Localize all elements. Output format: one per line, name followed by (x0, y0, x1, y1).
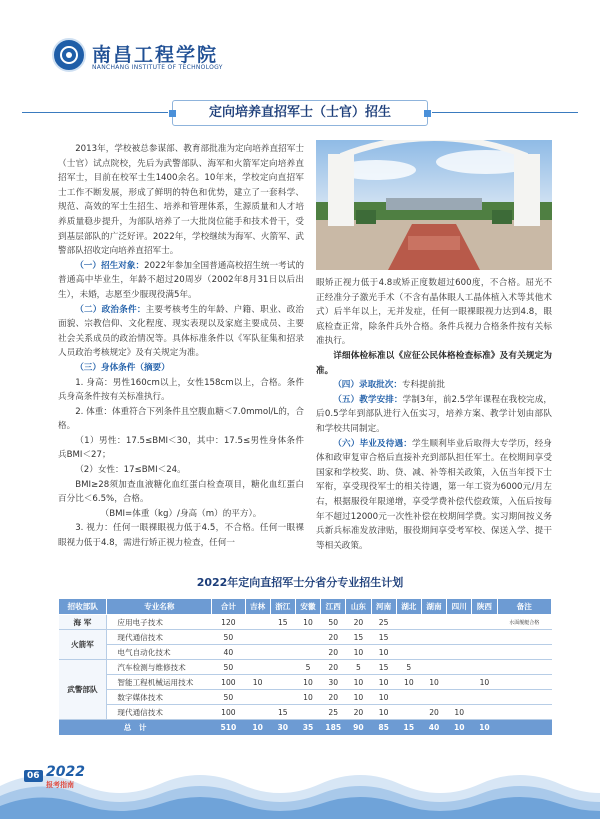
table-cell: 20 (321, 630, 346, 645)
table-cell (270, 675, 295, 690)
table-row (59, 615, 552, 630)
table-cell (270, 645, 295, 660)
table-cell: 10 (295, 615, 320, 630)
hba1c-requirement: BMI≥28须加查血液糖化血红蛋白检查项目，糖化血红蛋白百分比＜6.5%，合格。 (58, 479, 304, 505)
table-cell: 10 (371, 645, 396, 660)
table-cell: 20 (321, 690, 346, 705)
table-cell: 25 (371, 615, 396, 630)
table-cell (497, 690, 551, 705)
table-row (59, 645, 552, 660)
enrollment-plan-table (58, 598, 552, 735)
footer-year: 2022 (46, 764, 85, 780)
column-header: 浙江 (270, 599, 295, 615)
total-cell: 10 (472, 720, 497, 735)
table-cell (421, 615, 446, 630)
table-cell (497, 705, 551, 720)
total-cell: 85 (371, 720, 396, 735)
column-header: 备注 (497, 599, 551, 615)
table-cell: 10 (396, 675, 421, 690)
table-cell (245, 615, 270, 630)
major-cell: 电气自动化技术 (107, 645, 212, 660)
table-cell: 50 (321, 615, 346, 630)
table-cell: 10 (346, 675, 371, 690)
table-cell (396, 630, 421, 645)
table-cell (245, 660, 270, 675)
table-row (59, 660, 552, 675)
table-row (59, 675, 552, 690)
column-header: 专业名称 (107, 599, 212, 615)
total-cell: 510 (212, 720, 245, 735)
major-cell: 现代通信技术 (107, 630, 212, 645)
table-cell (270, 630, 295, 645)
table-cell (447, 660, 472, 675)
major-cell: 智能工程机械运用技术 (107, 675, 212, 690)
table-cell: 40 (212, 645, 245, 660)
table-cell: 10 (447, 705, 472, 720)
table-cell: 50 (212, 630, 245, 645)
table-cell: 50 (212, 690, 245, 705)
table-cell: 10 (295, 675, 320, 690)
table-cell: 10 (346, 690, 371, 705)
table-cell (270, 690, 295, 705)
column-header: 吉林 (245, 599, 270, 615)
table-cell (245, 705, 270, 720)
table-cell (472, 660, 497, 675)
section-title: 定向培养直招军士（士官）招生 (208, 105, 391, 120)
table-cell: 20 (346, 615, 371, 630)
column-header: 合计 (212, 599, 245, 615)
square-ornament-icon (424, 110, 431, 117)
table-cell: 20 (321, 660, 346, 675)
school-name-en: NANCHANG INSTITUTE OF TECHNOLOGY (92, 64, 223, 71)
total-cell (497, 720, 551, 735)
table-cell: 10 (472, 675, 497, 690)
table-cell (497, 675, 551, 690)
section-title-banner (22, 100, 578, 126)
column-header: 江西 (321, 599, 346, 615)
standard-note: 详细体检标准以《应征公民体格检查标准》及有关规定为准。 (316, 350, 552, 376)
table-cell (396, 690, 421, 705)
column-header: 招收部队 (59, 599, 107, 615)
table-cell: 10 (245, 675, 270, 690)
table-cell (472, 630, 497, 645)
political-condition: （二）政治条件：主要考核考生的年龄、户籍、职业、政治面貌、宗教信仰、文化程度、现实表现以及家庭主要成员、主要社会关系成员的政治情况等。具体标准条件以《军队征集和招录人员政治考核规定》及有关规定为准。 (58, 304, 304, 359)
column-header: 山东 (346, 599, 371, 615)
footer-guide: 报考指南 (46, 781, 74, 789)
table-cell (295, 645, 320, 660)
table-row (59, 705, 552, 720)
male-bmi: （1）男性：17.5≤BMI＜30，其中：17.5≤男性身体条件兵BMI＜27； (58, 435, 304, 461)
total-row (59, 720, 552, 735)
left-column (58, 142, 304, 551)
major-cell: 应用电子技术 (107, 615, 212, 630)
table-cell (421, 690, 446, 705)
table-cell: 10 (346, 645, 371, 660)
total-cell: 30 (270, 720, 295, 735)
table-cell (497, 630, 551, 645)
square-ornament-icon (169, 110, 176, 117)
table-cell (270, 660, 295, 675)
table-cell: 100 (212, 675, 245, 690)
table-cell (421, 630, 446, 645)
table-cell (447, 675, 472, 690)
column-header: 河南 (371, 599, 396, 615)
column-header: 湖北 (396, 599, 421, 615)
table-cell (396, 645, 421, 660)
table-cell (295, 705, 320, 720)
unit-cell: 海 军 (59, 615, 107, 630)
weight-requirement: 2. 体重：体重符合下列条件且空腹血糖＜7.0mmol/L的，合格。 (58, 406, 304, 432)
vision-requirement: 3. 视力：任何一眼裸眼视力低于4.5，不合格。任何一眼裸眼视力低于4.8，需进行矫正视力检查，任何一 (58, 523, 304, 549)
physical-condition-heading: （三）身体条件（摘要） (75, 362, 170, 373)
table-cell (472, 615, 497, 630)
table-cell: 15 (346, 630, 371, 645)
table-cell: 20 (321, 645, 346, 660)
table-cell (447, 615, 472, 630)
campus-gate-illustration (316, 140, 552, 270)
table-cell (295, 630, 320, 645)
table-cell: 15 (371, 660, 396, 675)
table-cell (245, 690, 270, 705)
table-row (59, 630, 552, 645)
total-cell: 10 (245, 720, 270, 735)
teaching-arrangement: （五）教学安排：学制3年，前2.5学年课程在我校完成，后0.5学年到部队进行入伍实习，培养方案、教学计划由部队和学校共同制定。 (316, 394, 552, 434)
wave-decoration (0, 756, 600, 819)
table-cell (245, 630, 270, 645)
campus-gate-photo (316, 140, 552, 270)
total-cell: 90 (346, 720, 371, 735)
table-cell (447, 630, 472, 645)
table-header-row (59, 599, 552, 615)
total-cell: 15 (396, 720, 421, 735)
table-cell: 30 (321, 675, 346, 690)
total-cell: 总 计 (59, 720, 212, 735)
table-cell (472, 690, 497, 705)
table-row (59, 690, 552, 705)
table-cell: 15 (270, 705, 295, 720)
table-cell: 15 (371, 630, 396, 645)
unit-cell: 武警部队 (59, 660, 107, 720)
table-cell (472, 645, 497, 660)
table-cell (497, 660, 551, 675)
table-cell (421, 660, 446, 675)
graduation-benefits: （六）毕业及待遇：学生顺利毕业后取得大专学历，经身体和政审复审合格后直接补充到部队担任军士。在校期间享受国家和学校奖、助、贷、减、补等相关政策，入伍当年授下士军衔，享受现役军士的相关待遇，第一年工资为6000元/月左右，根据服役年限递增，享受学费补偿代偿政策，入伍后按每年不超过12000元一次性补偿在校期间学费。实习期间按义务兵新兵标准发放津贴，服役期间享受考军校、保送入学、提干等相关政策。 (316, 438, 552, 551)
table-cell: 10 (295, 690, 320, 705)
school-logo-icon (52, 38, 86, 72)
table-cell (447, 690, 472, 705)
right-column (316, 276, 552, 553)
table-cell (497, 645, 551, 660)
admission-batch: （四）录取批次：专科提前批 (333, 380, 445, 391)
table-cell (472, 705, 497, 720)
total-cell: 10 (447, 720, 472, 735)
vision-requirement-continued: 眼矫正视力低于4.8或矫正度数超过600度，不合格。屈光不正经准分子激光手术（不含有晶体眼人工晶体植入术等其他术式）后半年以上，无并发症，任何一眼裸眼视力达到4.8，眼底检查正常，除条件兵外合格。条件兵视力合格条件按有关标准执行。 (316, 278, 552, 347)
table-cell: 水面舰艇合格 (497, 615, 551, 630)
table-cell: 10 (421, 675, 446, 690)
page-number: 06 (24, 770, 43, 782)
column-header: 湖南 (421, 599, 446, 615)
table-cell (396, 705, 421, 720)
total-cell: 185 (321, 720, 346, 735)
height-requirement: 1. 身高：男性160cm以上，女性158cm以上，合格。条件兵身高条件按有关标准执行。 (58, 377, 304, 403)
column-header: 陕西 (472, 599, 497, 615)
major-cell: 现代通信技术 (107, 705, 212, 720)
major-cell: 数字媒体技术 (107, 690, 212, 705)
plan-table-title: 2022年定向直招军士分省分专业招生计划 (196, 576, 404, 589)
table-cell (396, 615, 421, 630)
column-header: 四川 (447, 599, 472, 615)
recruit-target: （一）招生对象：2022年参加全国普通高校招生统一考试的普通高中毕业生，年龄不超过20周岁（2002年8月31日以后出生），未婚，志愿至少服现役满5年。 (58, 260, 304, 300)
female-bmi: （2）女性：17≤BMI＜24。 (75, 465, 186, 476)
school-name-cn: 南昌工程学院 (92, 44, 219, 66)
table-cell: 25 (321, 705, 346, 720)
table-cell (421, 645, 446, 660)
table-cell: 5 (396, 660, 421, 675)
column-header: 安徽 (295, 599, 320, 615)
divider (432, 112, 578, 113)
total-cell: 35 (295, 720, 320, 735)
total-cell: 40 (421, 720, 446, 735)
table-cell: 5 (346, 660, 371, 675)
table-cell: 15 (270, 615, 295, 630)
table-cell: 120 (212, 615, 245, 630)
table-cell (447, 645, 472, 660)
major-cell: 汽车检测与维修技术 (107, 660, 212, 675)
bmi-formula: （BMI=体重（kg）/身高（m）的平方）。 (100, 508, 262, 519)
table-cell: 10 (371, 675, 396, 690)
divider (22, 112, 168, 113)
unit-cell: 火箭军 (59, 630, 107, 660)
table-cell: 20 (346, 705, 371, 720)
table-cell (245, 645, 270, 660)
table-cell: 20 (421, 705, 446, 720)
table-cell: 10 (371, 690, 396, 705)
table-cell: 5 (295, 660, 320, 675)
table-cell: 10 (371, 705, 396, 720)
table-cell: 50 (212, 660, 245, 675)
intro-paragraph: 2013年，学校被总参谋部、教育部批准为定向培养直招军士（士官）试点院校，先后为武警部队、海军和火箭军定向培养直招军士，目前在校军士生1400余名。10年来，学校定向直招军士工作不断发展，形成了鲜明的特色和优势，建立了一套科学、规范、高效的军士生招生、培养和管理体系，生源质量和人才培养质量稳步提升，为部队培养了一大批岗位能手和技术骨干，受到基层部队的广泛好评。2022年，学校继续为海军、火箭军、武警部队招收定向培养直招军士。 (58, 144, 304, 257)
table-cell: 100 (212, 705, 245, 720)
